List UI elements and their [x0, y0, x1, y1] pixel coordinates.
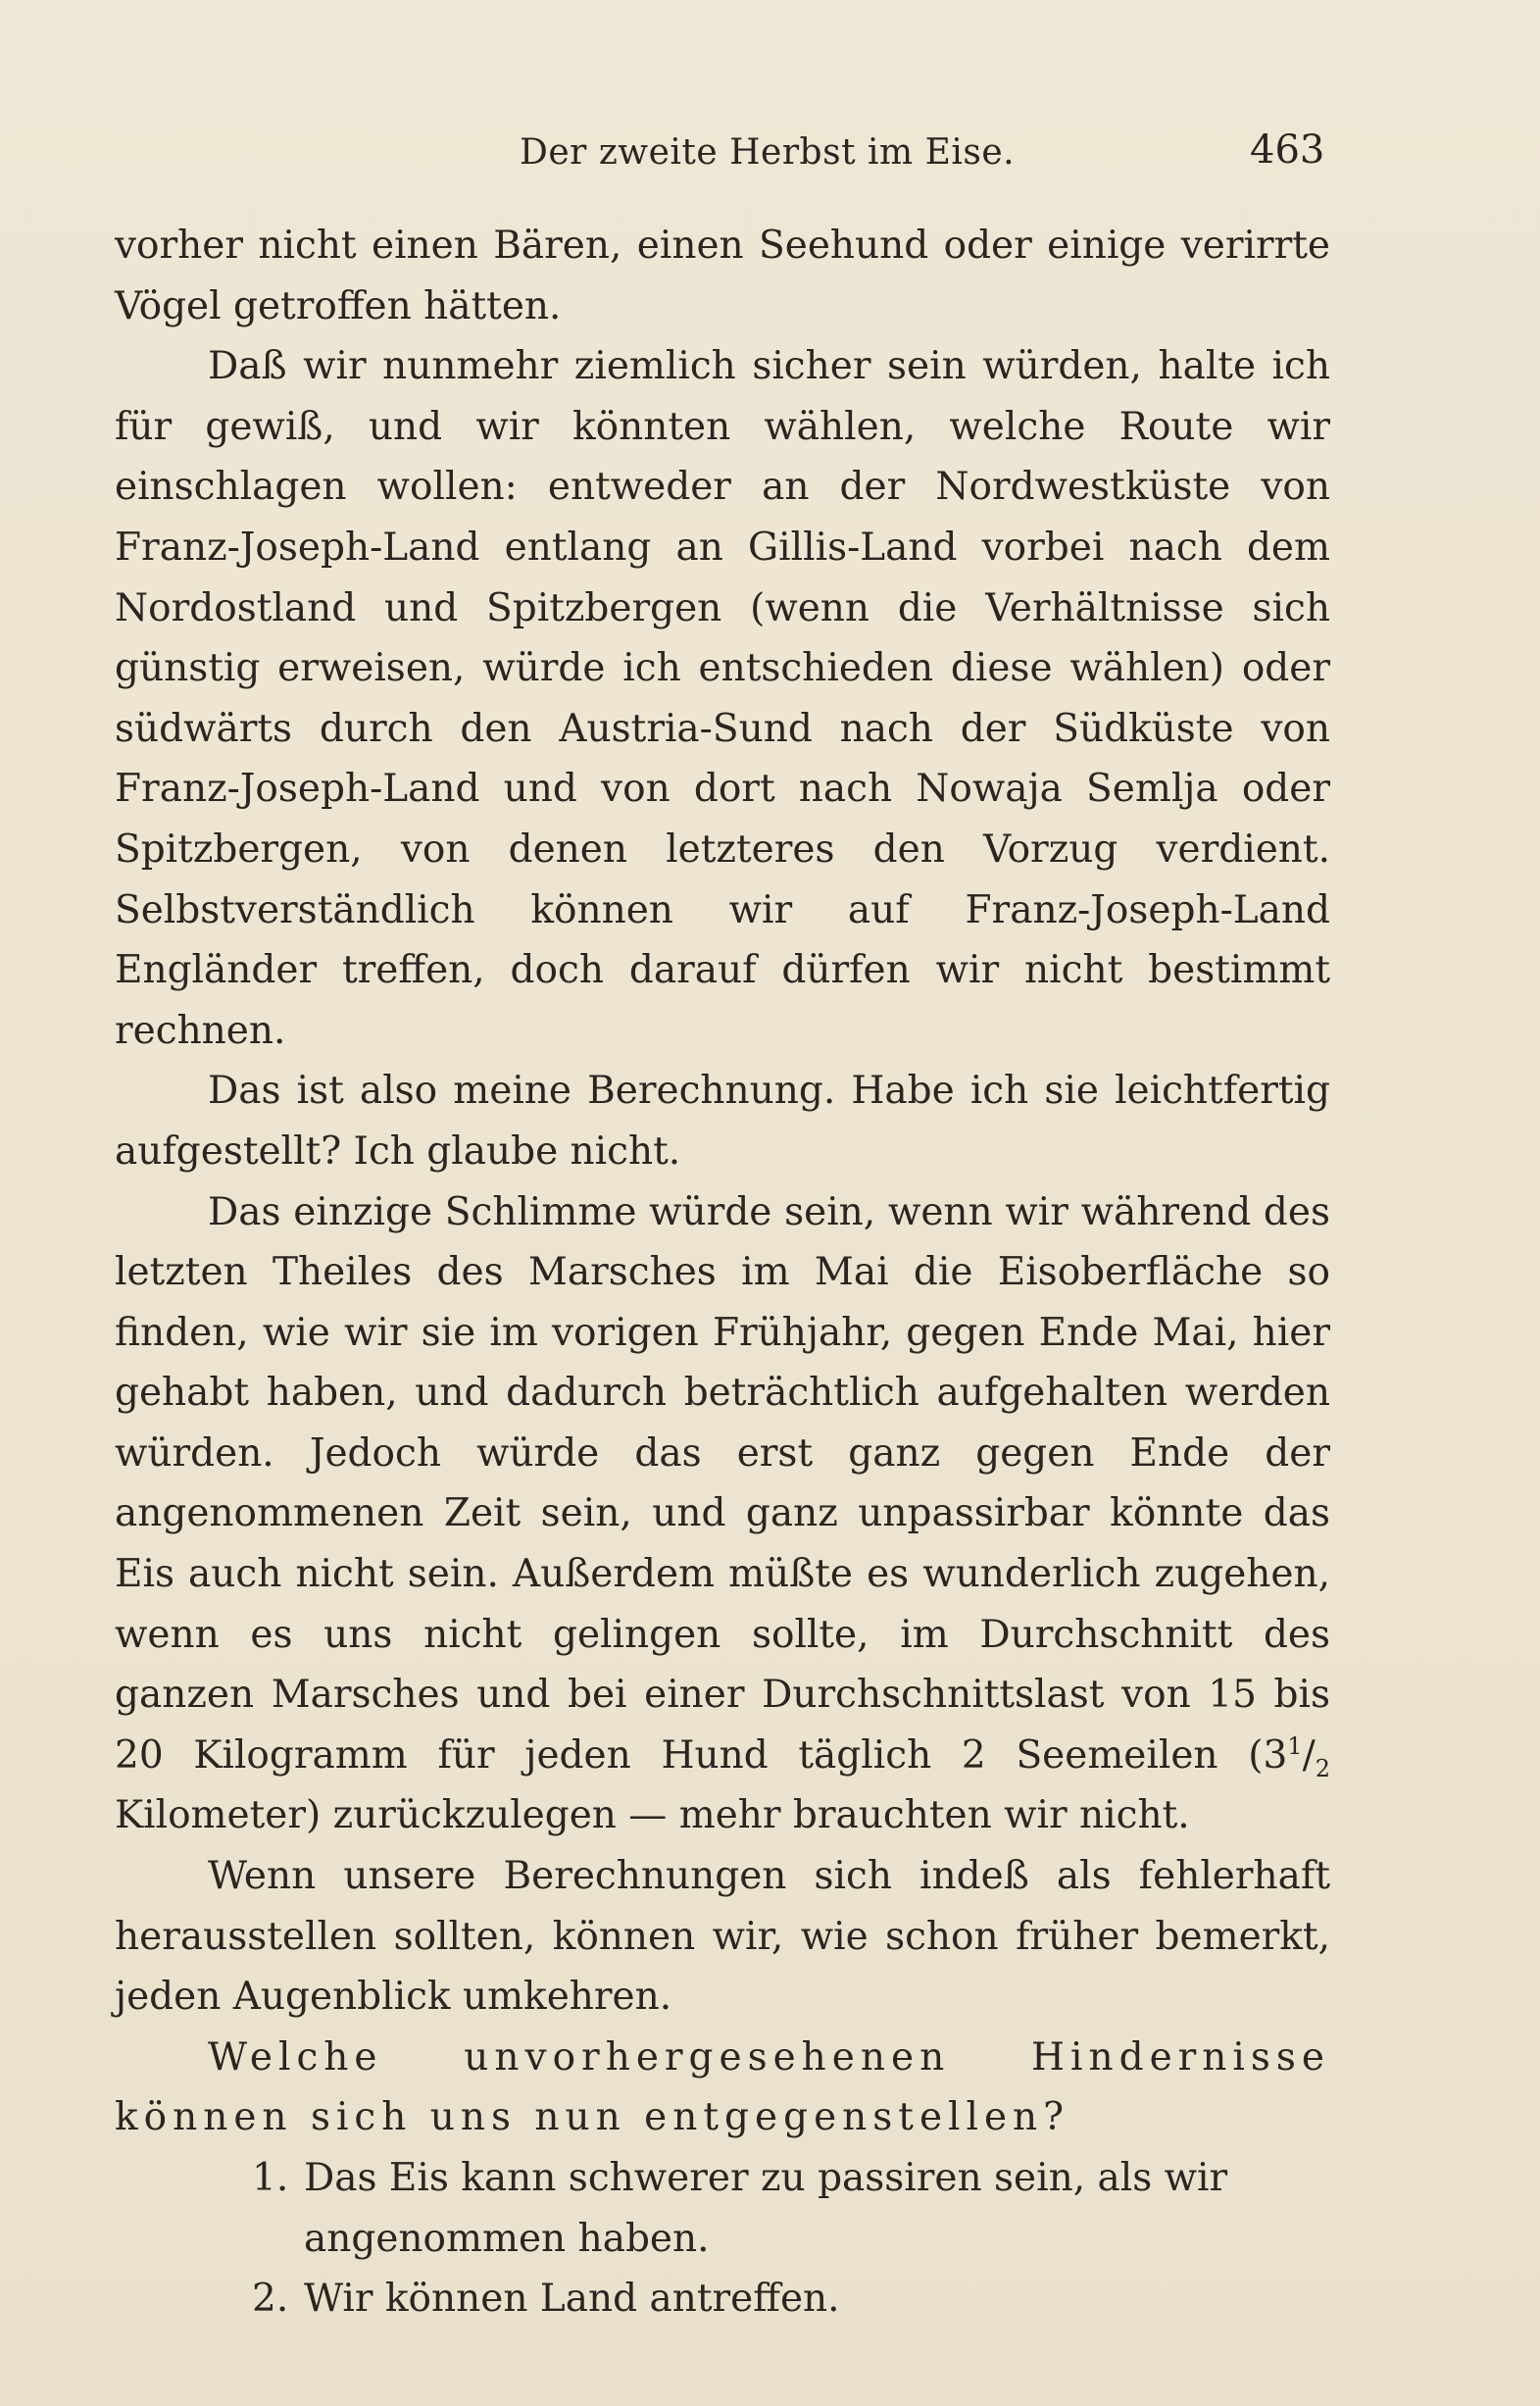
- paragraph-4: [115, 1182, 1330, 1847]
- list-item-text: Das Eis kann schwerer zu passiren sein, als wir angenommen haben.: [304, 2156, 1228, 2261]
- paragraph-3: Das ist also meine Berechnung. Habe ich sie leichtfertig aufgestellt? Ich glaube nicht.: [115, 1069, 1330, 1174]
- list-item: [115, 2148, 1330, 2269]
- page-number: 463: [1250, 127, 1325, 173]
- fraction-numerator: 1: [1287, 1731, 1303, 1760]
- paragraph-4-text-a: Das einzige Schlimme würde sein, wenn wir während des letzten Theiles des Marsches im Mai die Eisoberfläche so finden, wie wir sie im vorigen Frühjahr, gegen Ende Mai, hier gehabt haben, und dadurch beträchtlich aufgehalten werden würden. Jedoch würde das erst ganz gegen Ende der angenommenen Zeit sein, und ganz unpassirbar könnte das Eis auch nicht sein. Außerdem müßte es wunderlich zugehen, wenn es uns nicht gelingen sollte, im Durchschnitt des ganzen Marsches und bei einer Durchschnittslast von 15 bis 20 Kilogramm für jeden Hund täglich 2 Seemeilen (3: [115, 1189, 1330, 1778]
- paragraph-4-text-b: Kilometer) zurückzulegen — mehr brauchten wir nicht.: [115, 1793, 1190, 1838]
- running-head: Der zweite Herbst im Eise.: [520, 132, 1016, 173]
- list-item-text: Wir können Land antreffen.: [304, 2277, 840, 2322]
- paragraph-6-emphasized: Welche unvorhergesehenen Hindernisse können sich uns nun entgegenstellen?: [115, 2034, 1330, 2140]
- paragraph-2: Daß wir nunmehr ziemlich sicher sein würden, halte ich für gewiß, und wir könnten wählen, welche Route wir einschlagen wollen: entweder an der Nordwestküste von Franz-Joseph-Land entlang an Gillis-Land vorbei nach dem Nordostland und Spitzbergen (wenn die Verhältnisse sich günstig erweisen, würde ich entschieden diese wählen) oder südwärts durch den Austria-Sund nach der Südküste von Franz-Joseph-Land und von dort nach Nowaja Semlja oder Spitzbergen, von denen letzteres den Vorzug verdient. Selbstverständlich können wir auf Franz-Joseph-Land Engländer treffen, doch darauf dürfen wir nicht bestimmt rechnen.: [115, 344, 1330, 1053]
- body-text: [115, 216, 1330, 2330]
- paragraph-5: Wenn unsere Berechnungen sich indeß als fehlerhaft herausstellen sollten, können wir, wie schon früher bemerkt, jeden Augenblick umkehren.: [115, 1854, 1330, 2020]
- list-item-number: 1.: [252, 2156, 289, 2200]
- fraction-denominator: 2: [1315, 1754, 1330, 1782]
- obstacle-list: [115, 2148, 1330, 2330]
- fraction-slash: /: [1302, 1732, 1316, 1778]
- list-item: [115, 2269, 1330, 2330]
- paragraph-1: vorher nicht einen Bären, einen Seehund oder einige verirrte Vögel getroffen hätten.: [115, 224, 1330, 328]
- list-item-number: 2.: [252, 2277, 289, 2322]
